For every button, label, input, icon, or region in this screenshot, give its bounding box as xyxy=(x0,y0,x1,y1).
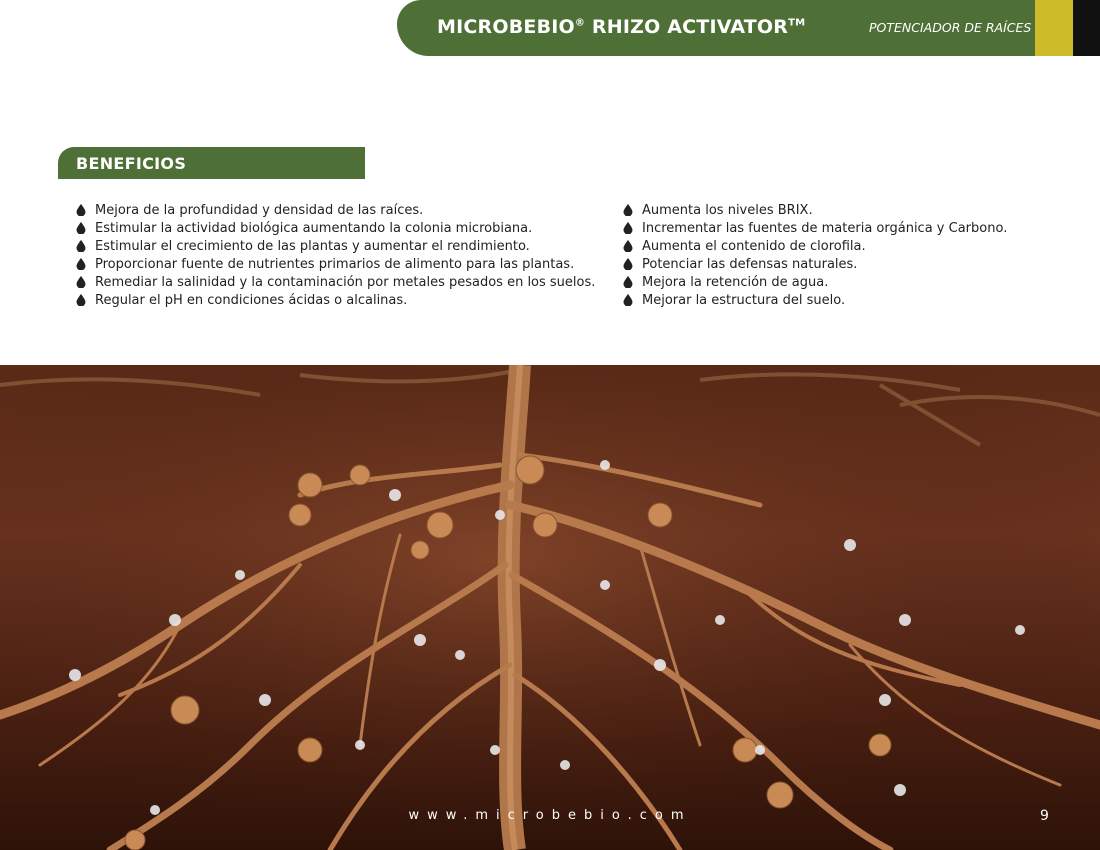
list-item: Regular el pH en condiciones ácidas o alcalinas. xyxy=(75,291,595,309)
list-item: Mejora de la profundidad y densidad de las raíces. xyxy=(75,201,595,219)
soil-roots-photo xyxy=(0,365,1100,850)
drop-icon xyxy=(75,258,87,270)
list-item: Potenciar las defensas naturales. xyxy=(622,255,1007,273)
drop-icon xyxy=(622,276,634,288)
list-item: Proporcionar fuente de nutrientes primarios de alimento para las plantas. xyxy=(75,255,595,273)
drop-icon xyxy=(75,294,87,306)
drop-icon xyxy=(622,258,634,270)
drop-icon xyxy=(622,204,634,216)
list-item: Estimular el crecimiento de las plantas y aumentar el rendimiento. xyxy=(75,237,595,255)
list-item: Incrementar las fuentes de materia orgánica y Carbono. xyxy=(622,219,1007,237)
list-item: Aumenta los niveles BRIX. xyxy=(622,201,1007,219)
list-item: Mejora la retención de agua. xyxy=(622,273,1007,291)
drop-icon xyxy=(622,222,634,234)
benefits-list-left xyxy=(75,201,595,309)
drop-icon xyxy=(622,294,634,306)
list-item: Mejorar la estructura del suelo. xyxy=(622,291,1007,309)
benefits-list-right xyxy=(622,201,1007,309)
list-item: Remediar la salinidad y la contaminación por metales pesados en los suelos. xyxy=(75,273,595,291)
drop-icon xyxy=(75,276,87,288)
page-number: 9 xyxy=(1040,808,1049,824)
list-item: Estimular la actividad biológica aumentando la colonia microbiana. xyxy=(75,219,595,237)
drop-icon xyxy=(75,204,87,216)
drop-icon xyxy=(75,222,87,234)
drop-icon xyxy=(622,240,634,252)
website-url[interactable]: www.microbebio.com xyxy=(408,808,692,823)
accent-stripe-yellow xyxy=(1035,0,1073,56)
product-subtitle: POTENCIADOR DE RAÍCES xyxy=(869,20,1032,35)
accent-stripe-black xyxy=(1073,0,1100,56)
section-title: BENEFICIOS xyxy=(76,154,187,173)
product-title: MICROBEBIO® RHIZO ACTIVATOR™ xyxy=(437,16,806,38)
list-item: Aumenta el contenido de clorofila. xyxy=(622,237,1007,255)
drop-icon xyxy=(75,240,87,252)
